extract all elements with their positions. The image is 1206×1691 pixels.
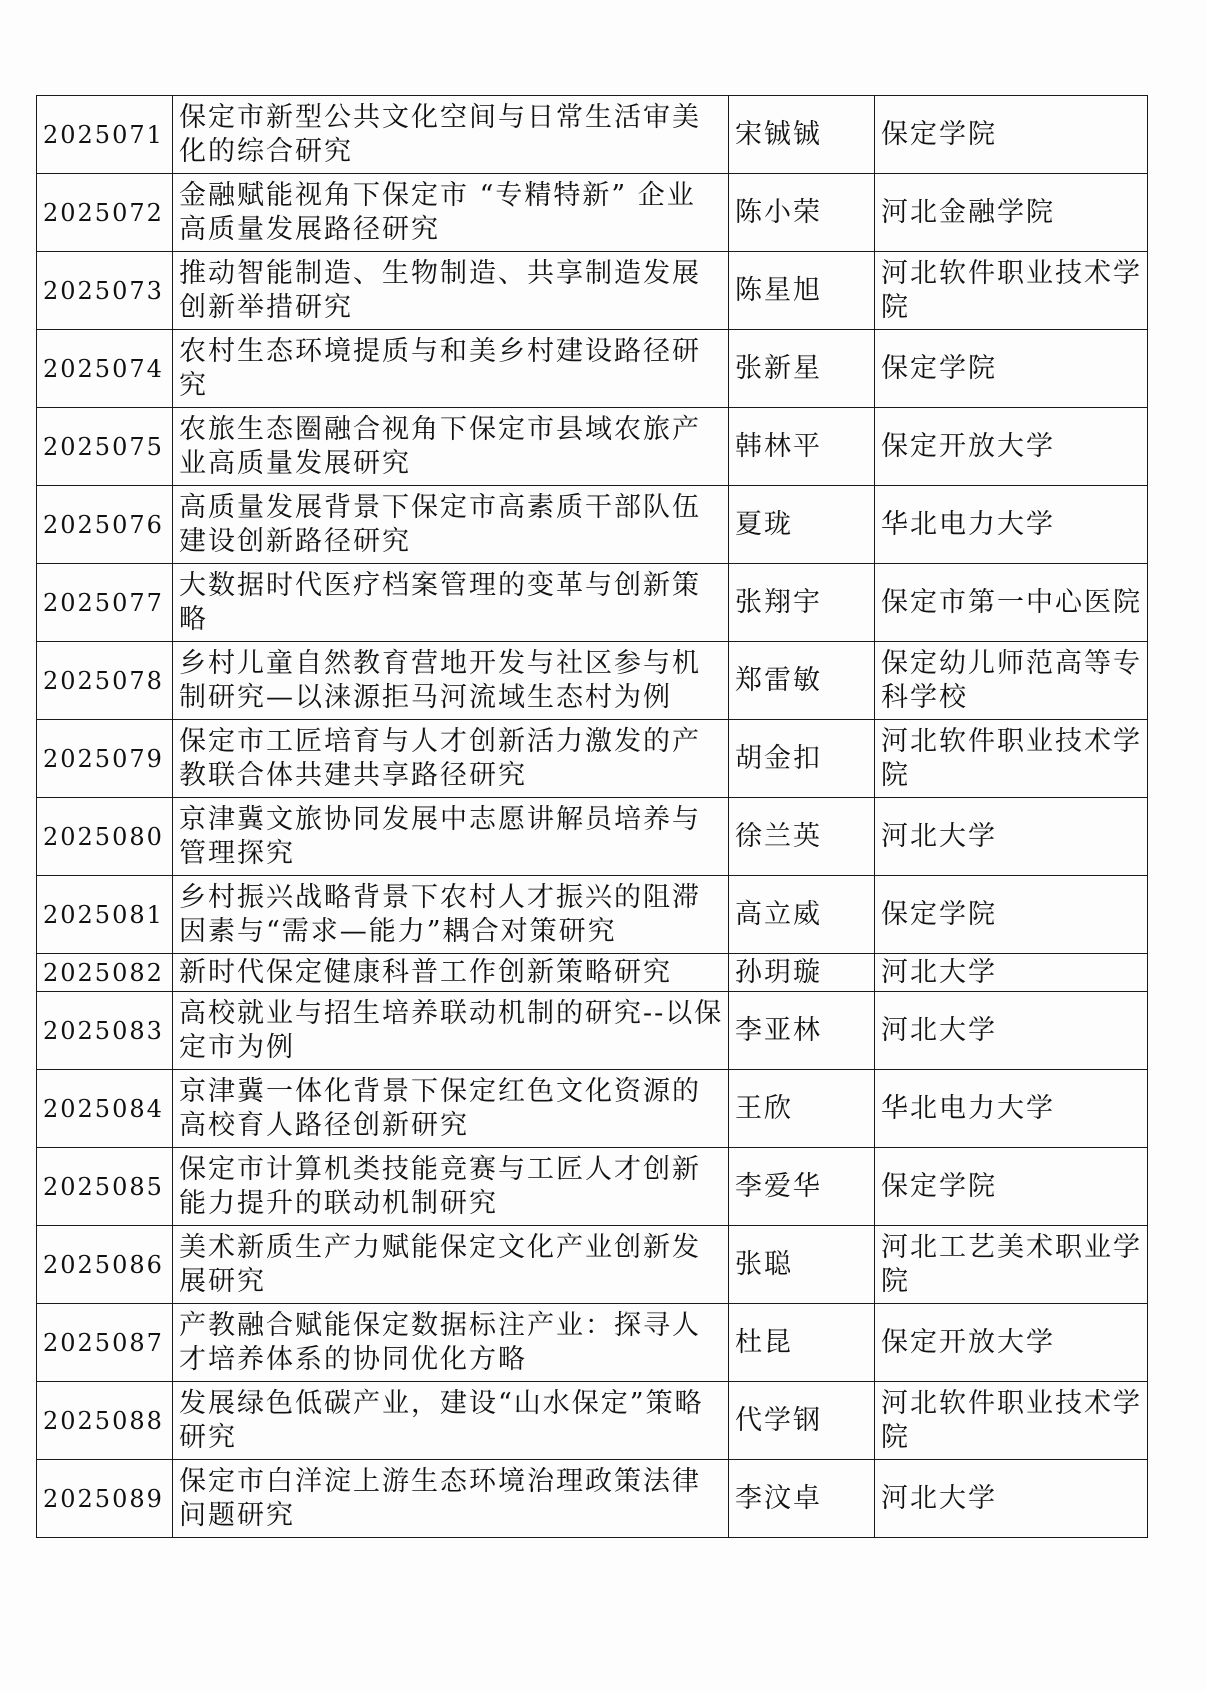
project-institution: 保定学院: [875, 1148, 1148, 1226]
project-institution: 河北大学: [875, 954, 1148, 992]
project-institution: 河北大学: [875, 798, 1148, 876]
project-code: 2025086: [37, 1226, 173, 1304]
project-lead: 陈小荣: [729, 174, 875, 252]
project-lead: 高立威: [729, 876, 875, 954]
project-code: 2025083: [37, 992, 173, 1070]
project-lead: 徐兰英: [729, 798, 875, 876]
project-institution: 河北工艺美术职业学院: [875, 1226, 1148, 1304]
project-institution: 保定开放大学: [875, 408, 1148, 486]
project-title: 京津冀文旅协同发展中志愿讲解员培养与管理探究: [173, 798, 729, 876]
table-row: [37, 1148, 1148, 1226]
project-title: 保定市新型公共文化空间与日常生活审美化的综合研究: [173, 96, 729, 174]
table-row: [37, 1382, 1148, 1460]
project-title: 高校就业与招生培养联动机制的研究--以保定市为例: [173, 992, 729, 1070]
project-code: 2025075: [37, 408, 173, 486]
project-code: 2025079: [37, 720, 173, 798]
project-title: 农旅生态圈融合视角下保定市县域农旅产业高质量发展研究: [173, 408, 729, 486]
project-code: 2025085: [37, 1148, 173, 1226]
table-row: [37, 1460, 1148, 1538]
project-institution: 河北软件职业技术学院: [875, 252, 1148, 330]
table-row: [37, 486, 1148, 564]
project-institution: 河北金融学院: [875, 174, 1148, 252]
table-row: [37, 798, 1148, 876]
project-institution: 华北电力大学: [875, 1070, 1148, 1148]
project-institution: 保定幼儿师范高等专科学校: [875, 642, 1148, 720]
table-row: [37, 720, 1148, 798]
project-lead: 李爱华: [729, 1148, 875, 1226]
project-code: 2025089: [37, 1460, 173, 1538]
project-code: 2025087: [37, 1304, 173, 1382]
project-title: 保定市计算机类技能竞赛与工匠人才创新能力提升的联动机制研究: [173, 1148, 729, 1226]
project-lead: 张新星: [729, 330, 875, 408]
project-institution: 河北大学: [875, 992, 1148, 1070]
project-lead: 李亚林: [729, 992, 875, 1070]
project-table-body: [37, 96, 1148, 1538]
table-row: [37, 408, 1148, 486]
project-lead: 杜昆: [729, 1304, 875, 1382]
project-lead: 李汶卓: [729, 1460, 875, 1538]
table-row: [37, 992, 1148, 1070]
project-title: 发展绿色低碳产业，建设“山水保定”策略研究: [173, 1382, 729, 1460]
project-lead: 宋铖铖: [729, 96, 875, 174]
project-code: 2025082: [37, 954, 173, 992]
project-institution: 保定学院: [875, 330, 1148, 408]
project-lead: 王欣: [729, 1070, 875, 1148]
table-row: [37, 1304, 1148, 1382]
project-title: 乡村振兴战略背景下农村人才振兴的阻滞因素与“需求—能力”耦合对策研究: [173, 876, 729, 954]
project-title: 推动智能制造、生物制造、共享制造发展创新举措研究: [173, 252, 729, 330]
project-table: [36, 95, 1148, 1538]
project-title: 美术新质生产力赋能保定文化产业创新发展研究: [173, 1226, 729, 1304]
project-title: 京津冀一体化背景下保定红色文化资源的高校育人路径创新研究: [173, 1070, 729, 1148]
project-lead: 张翔宇: [729, 564, 875, 642]
project-title: 大数据时代医疗档案管理的变革与创新策略: [173, 564, 729, 642]
table-row: [37, 252, 1148, 330]
project-code: 2025084: [37, 1070, 173, 1148]
project-institution: 河北软件职业技术学院: [875, 720, 1148, 798]
table-row: [37, 1226, 1148, 1304]
table-row: [37, 564, 1148, 642]
project-institution: 华北电力大学: [875, 486, 1148, 564]
project-code: 2025076: [37, 486, 173, 564]
project-title: 金融赋能视角下保定市 “专精特新” 企业高质量发展路径研究: [173, 174, 729, 252]
table-row: [37, 876, 1148, 954]
project-title: 保定市白洋淀上游生态环境治理政策法律问题研究: [173, 1460, 729, 1538]
project-code: 2025077: [37, 564, 173, 642]
project-institution: 保定学院: [875, 96, 1148, 174]
project-title: 保定市工匠培育与人才创新活力激发的产教联合体共建共享路径研究: [173, 720, 729, 798]
project-title: 农村生态环境提质与和美乡村建设路径研究: [173, 330, 729, 408]
project-institution: 保定开放大学: [875, 1304, 1148, 1382]
project-code: 2025073: [37, 252, 173, 330]
project-lead: 夏珑: [729, 486, 875, 564]
project-institution: 保定市第一中心医院: [875, 564, 1148, 642]
project-lead: 胡金扣: [729, 720, 875, 798]
project-lead: 代学钢: [729, 1382, 875, 1460]
project-institution: 河北软件职业技术学院: [875, 1382, 1148, 1460]
table-row: [37, 954, 1148, 992]
project-title: 乡村儿童自然教育营地开发与社区参与机制研究—以涞源拒马河流域生态村为例: [173, 642, 729, 720]
project-code: 2025080: [37, 798, 173, 876]
project-title: 产教融合赋能保定数据标注产业：探寻人才培养体系的协同优化方略: [173, 1304, 729, 1382]
project-lead: 郑雷敏: [729, 642, 875, 720]
table-row: [37, 96, 1148, 174]
project-code: 2025072: [37, 174, 173, 252]
table-row: [37, 330, 1148, 408]
project-code: 2025088: [37, 1382, 173, 1460]
project-institution: 保定学院: [875, 876, 1148, 954]
project-institution: 河北大学: [875, 1460, 1148, 1538]
table-row: [37, 1070, 1148, 1148]
project-code: 2025078: [37, 642, 173, 720]
project-code: 2025081: [37, 876, 173, 954]
project-lead: 孙玥璇: [729, 954, 875, 992]
project-title: 高质量发展背景下保定市高素质干部队伍建设创新路径研究: [173, 486, 729, 564]
project-code: 2025071: [37, 96, 173, 174]
project-code: 2025074: [37, 330, 173, 408]
project-lead: 韩林平: [729, 408, 875, 486]
project-lead: 张聪: [729, 1226, 875, 1304]
project-lead: 陈星旭: [729, 252, 875, 330]
project-title: 新时代保定健康科普工作创新策略研究: [173, 954, 729, 992]
table-row: [37, 174, 1148, 252]
table-row: [37, 642, 1148, 720]
